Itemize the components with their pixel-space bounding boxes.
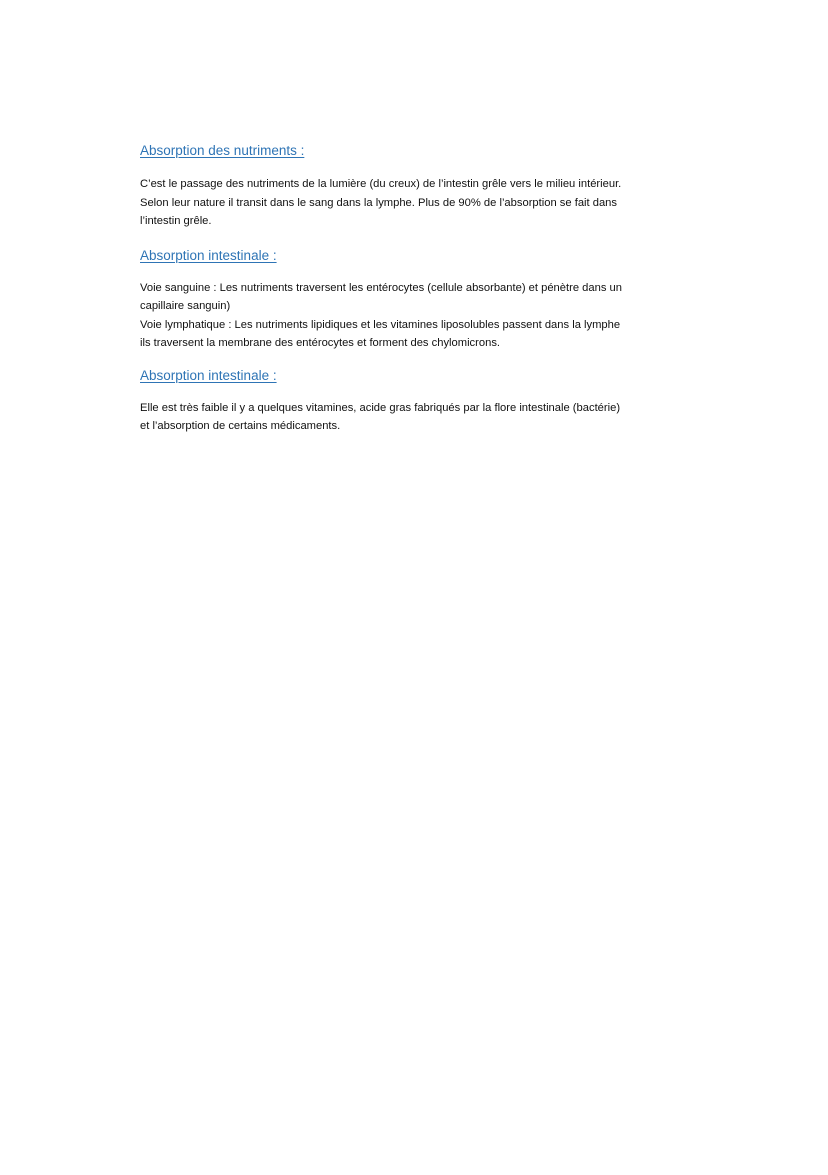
paragraph-line: Elle est très faible il y a quelques vitamines, acide gras fabriqués par la flore intestinale (bactérie) [140, 401, 621, 414]
section-paragraph [140, 399, 696, 436]
section-absorption-nutriments [140, 142, 696, 231]
section-paragraph [140, 279, 696, 353]
section-absorption-intestinale-2 [140, 367, 696, 436]
section-paragraph [140, 175, 696, 231]
section-heading: Absorption intestinale : [140, 367, 277, 383]
paragraph-line: Selon leur nature il transit dans le sang dans la lymphe. Plus de 90% de l’absorption se fait dans [140, 196, 617, 209]
paragraph-line: C’est le passage des nutriments de la lumière (du creux) de l’intestin grêle vers le milieu intérieur. [140, 178, 622, 190]
paragraph-line: capillaire sanguin) [140, 300, 231, 312]
document-content [140, 142, 696, 436]
paragraph-line: Voie sanguine : Les nutriments traversent les entérocytes (cellule absorbante) et pénètre dans un [140, 281, 622, 294]
section-heading: Absorption intestinale : [140, 247, 277, 263]
section-absorption-intestinale [140, 247, 696, 353]
section-heading: Absorption des nutriments : [140, 143, 305, 158]
paragraph-line: et l’absorption de certains médicaments. [140, 420, 341, 432]
paragraph-line: l’intestin grêle. [140, 215, 212, 227]
paragraph-line: Voie lymphatique : Les nutriments lipidiques et les vitamines liposolubles passent dans la lymphe [140, 318, 621, 331]
paragraph-line: ils traversent la membrane des entérocytes et forment des chylomicrons. [140, 337, 501, 349]
